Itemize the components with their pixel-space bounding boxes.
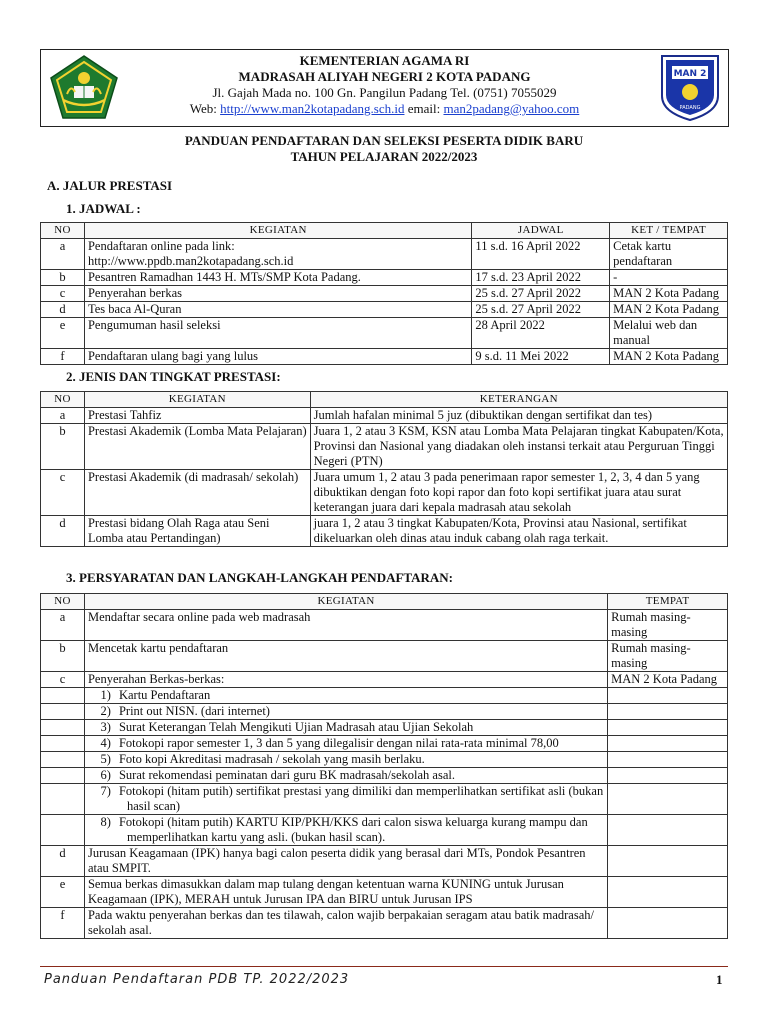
list-item: [41, 784, 728, 815]
row-activity: Tes baca Al-Quran: [84, 302, 471, 318]
row-no: d: [41, 516, 85, 547]
jadwal-heading: 1. JADWAL :: [66, 201, 141, 216]
row-no: d: [41, 302, 85, 318]
item-text: Foto kopi Akreditasi madrasah / sekolah yang masih berlaku.: [118, 752, 425, 766]
table-row: [41, 908, 728, 939]
empty-cell: [41, 720, 85, 736]
item-number: 8): [100, 815, 111, 829]
row-no: c: [41, 672, 85, 688]
row-note: Juara umum 1, 2 atau 3 pada penerimaan rapor semester 1, 2, 3, 4 dan 5 yang dibuktikan dengan foto kopi rapor dan foto kopi sertifikat juara atau surat keterangan juara dari kepala madrasah atau sekolah: [310, 470, 727, 516]
row-no: f: [41, 908, 85, 939]
registration-link[interactable]: http://www.ppdb.man2kotapadang.sch.id: [87, 254, 294, 268]
row-place: Cetak kartu pendaftaran: [610, 239, 728, 270]
table-row: [41, 641, 728, 672]
row-activity: Prestasi Akademik (Lomba Mata Pelajaran): [84, 424, 310, 470]
footer-divider: [40, 966, 728, 967]
table-header-row: [41, 223, 728, 239]
row-activity: Pada waktu penyerahan berkas dan tes tilawah, calon wajib berpakaian seragam atau batik madrasah/ sekolah asal.: [84, 908, 607, 939]
table-row: [41, 424, 728, 470]
logo-text: MAN 2: [673, 69, 707, 79]
row-activity: Semua berkas dimasukkan dalam map tulang dengan ketentuan warna KUNING untuk Jurusan Keagamaan (IPK), MERAH untuk Jurusan IPA dan BIRU untuk Jurusan IPS: [84, 877, 607, 908]
row-place: [608, 877, 728, 908]
row-place: Melalui web dan manual: [610, 318, 728, 349]
row-activity: [84, 239, 471, 270]
document-item: [84, 815, 607, 846]
row-activity: Jurusan Keagamaan (IPK) hanya bagi calon peserta didik yang berasal dari MTs, Pondok Pesantren atau SMPIT.: [84, 846, 607, 877]
document-item: [84, 720, 607, 736]
item-number: 5): [100, 752, 111, 766]
document-item: [84, 752, 607, 768]
empty-cell: [41, 768, 85, 784]
table-row: [41, 516, 728, 547]
row-note: juara 1, 2 atau 3 tingkat Kabupaten/Kota, Provinsi atau Nasional, sertifikat dikeluarkan oleh dinas atau induk cabang olah raga terkait.: [310, 516, 727, 547]
col-header: KEGIATAN: [84, 594, 607, 610]
title-line-2: TAHUN PELAJARAN 2022/2023: [290, 149, 478, 164]
item-number: 2): [100, 704, 111, 718]
item-number: 3): [100, 720, 111, 734]
col-header: NO: [41, 223, 85, 239]
empty-cell: [608, 704, 728, 720]
empty-cell: [41, 752, 85, 768]
row-place: MAN 2 Kota Padang: [610, 286, 728, 302]
document-title: [0, 133, 768, 165]
item-text: Fotokopi (hitam putih) sertifikat prestasi yang dimiliki dan memperlihatkan sertifikat asli (bukan hasil scan): [118, 784, 604, 813]
achievement-table: [40, 391, 728, 547]
row-place: MAN 2 Kota Padang: [608, 672, 728, 688]
empty-cell: [41, 736, 85, 752]
table-row: [41, 302, 728, 318]
row-date: 25 s.d. 27 April 2022: [472, 302, 610, 318]
row-date: 11 s.d. 16 April 2022: [472, 239, 610, 270]
row-activity: Mendaftar secara online pada web madrasah: [84, 610, 607, 641]
footer-text: Panduan Pendaftaran PDB TP. 2022/2023: [44, 972, 350, 987]
row-activity: Prestasi Tahfiz: [84, 408, 310, 424]
table-header-row: [41, 392, 728, 408]
table-row: [41, 286, 728, 302]
item-text: Fotokopi rapor semester 1, 3 dan 5 yang dilegalisir dengan nilai rata-rata minimal 78,00: [118, 736, 559, 750]
list-item: [41, 688, 728, 704]
row-activity: Pendaftaran ulang bagi yang lulus: [84, 349, 471, 365]
list-item: [41, 704, 728, 720]
row-place: [608, 846, 728, 877]
title-line-1: PANDUAN PENDAFTARAN DAN SELEKSI PESERTA DIDIK BARU: [184, 133, 584, 148]
item-number: 6): [100, 768, 111, 782]
document-item: [84, 736, 607, 752]
empty-cell: [608, 720, 728, 736]
row-place: MAN 2 Kota Padang: [610, 349, 728, 365]
requirements-table: [40, 593, 728, 939]
row-note: Juara 1, 2 atau 3 KSM, KSN atau Lomba Mata Pelajaran tingkat Kabupaten/Kota, Provinsi dan Nasional yang diadakan oleh instansi terkait atau Perguruan Tinggi Negeri (PTN): [310, 424, 727, 470]
empty-cell: [608, 784, 728, 815]
row-date: 9 s.d. 11 Mei 2022: [472, 349, 610, 365]
empty-cell: [608, 752, 728, 768]
prestasi-heading: 2. JENIS DAN TINGKAT PRESTASI:: [66, 369, 281, 384]
col-header: KET / TEMPAT: [610, 223, 728, 239]
item-text: Print out NISN. (dari internet): [118, 704, 270, 718]
web-label: Web:: [189, 101, 217, 116]
ministry-name: KEMENTERIAN AGAMA RI: [299, 53, 470, 68]
row-place: Rumah masing-masing: [608, 610, 728, 641]
row-no: b: [41, 424, 85, 470]
row-activity: Penyerahan Berkas-berkas:: [84, 672, 607, 688]
table-header-row: [41, 594, 728, 610]
row-no: e: [41, 318, 85, 349]
row-date: 28 April 2022: [472, 318, 610, 349]
col-header: KEGIATAN: [84, 223, 471, 239]
school-name: MADRASAH ALIYAH NEGERI 2 KOTA PADANG: [238, 69, 531, 84]
col-header: KEGIATAN: [84, 392, 310, 408]
table-row: [41, 408, 728, 424]
empty-cell: [41, 704, 85, 720]
table-row: [41, 877, 728, 908]
activity-text: Pendaftaran online pada link:: [87, 239, 235, 253]
row-activity: Pengumuman hasil seleksi: [84, 318, 471, 349]
row-date: 17 s.d. 23 April 2022: [472, 270, 610, 286]
row-date: 25 s.d. 27 April 2022: [472, 286, 610, 302]
empty-cell: [608, 688, 728, 704]
document-item: [84, 688, 607, 704]
list-item: [41, 768, 728, 784]
item-text: Kartu Pendaftaran: [118, 688, 211, 702]
persyaratan-heading: 3. PERSYARATAN DAN LANGKAH-LANGKAH PENDAFTARAN:: [66, 570, 453, 585]
row-no: c: [41, 470, 85, 516]
kemenag-logo: [49, 54, 119, 120]
row-no: c: [41, 286, 85, 302]
list-item: [41, 752, 728, 768]
contact-line: [131, 101, 638, 117]
table-row: [41, 470, 728, 516]
row-no: e: [41, 877, 85, 908]
item-number: 7): [100, 784, 111, 798]
row-no: f: [41, 349, 85, 365]
table-row: [41, 846, 728, 877]
document-item: [84, 768, 607, 784]
document-item: [84, 704, 607, 720]
row-place: -: [610, 270, 728, 286]
row-activity: Prestasi Akademik (di madrasah/ sekolah): [84, 470, 310, 516]
man2-logo: [658, 52, 722, 122]
row-place: MAN 2 Kota Padang: [610, 302, 728, 318]
empty-cell: [608, 815, 728, 846]
list-item: [41, 736, 728, 752]
website-link[interactable]: http://www.man2kotapadang.sch.id: [220, 101, 405, 116]
row-no: b: [41, 641, 85, 672]
row-place: [608, 908, 728, 939]
item-number: 1): [100, 688, 111, 702]
row-no: a: [41, 610, 85, 641]
section-a-heading: A. JALUR PRESTASI: [47, 178, 173, 193]
schedule-table: [40, 222, 728, 365]
empty-cell: [41, 784, 85, 815]
row-no: d: [41, 846, 85, 877]
item-text: Fotokopi (hitam putih) KARTU KIP/PKH/KKS dari calon siswa keluarga kurang mampu dan memperlihatkan kartu yang asli. (bukan hasil scan).: [118, 815, 588, 844]
col-header: KETERANGAN: [310, 392, 727, 408]
col-header: TEMPAT: [608, 594, 728, 610]
school-address: Jl. Gajah Mada no. 100 Gn. Pangilun Padang Tel. (0751) 7055029: [212, 85, 557, 100]
row-place: Rumah masing-masing: [608, 641, 728, 672]
row-note: Jumlah hafalan minimal 5 juz (dibuktikan dengan sertifikat dan tes): [310, 408, 727, 424]
row-activity: Penyerahan berkas: [84, 286, 471, 302]
empty-cell: [608, 736, 728, 752]
item-number: 4): [100, 736, 111, 750]
row-no: a: [41, 239, 85, 270]
row-activity: Prestasi bidang Olah Raga atau Seni Lomba atau Pertandingan): [84, 516, 310, 547]
table-row: [41, 610, 728, 641]
table-row: [41, 672, 728, 688]
item-text: Surat rekomendasi peminatan dari guru BK madrasah/sekolah asal.: [118, 768, 455, 782]
table-row: [41, 239, 728, 270]
document-item: [84, 784, 607, 815]
letterhead: [40, 49, 729, 127]
table-row: [41, 349, 728, 365]
row-activity: Mencetak kartu pendaftaran: [84, 641, 607, 672]
empty-cell: [41, 815, 85, 846]
list-item: [41, 815, 728, 846]
table-row: [41, 318, 728, 349]
col-header: NO: [41, 594, 85, 610]
col-header: JADWAL: [472, 223, 610, 239]
table-row: [41, 270, 728, 286]
list-item: [41, 720, 728, 736]
empty-cell: [41, 688, 85, 704]
row-no: b: [41, 270, 85, 286]
logo-subtext: PADANG: [679, 105, 701, 111]
col-header: NO: [41, 392, 85, 408]
item-text: Surat Keterangan Telah Mengikuti Ujian Madrasah atau Ujian Sekolah: [118, 720, 474, 734]
row-activity: Pesantren Ramadhan 1443 H. MTs/SMP Kota Padang.: [84, 270, 471, 286]
empty-cell: [608, 768, 728, 784]
email-link[interactable]: man2padang@yahoo.com: [443, 101, 580, 116]
email-label: email:: [407, 101, 441, 116]
page-number: 1: [716, 972, 723, 987]
row-no: a: [41, 408, 85, 424]
